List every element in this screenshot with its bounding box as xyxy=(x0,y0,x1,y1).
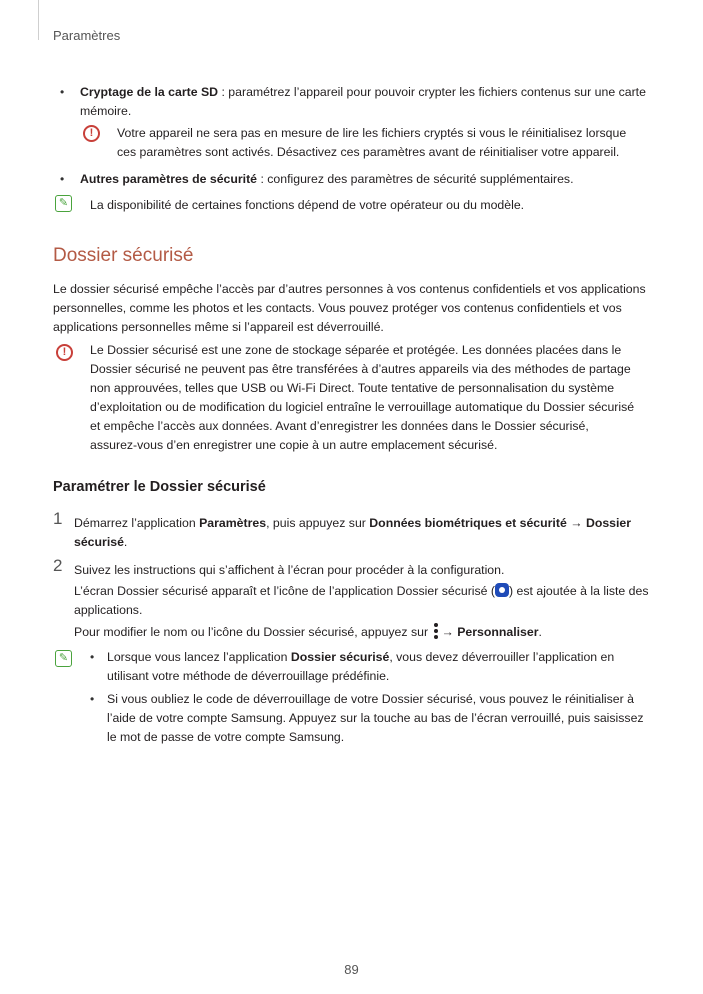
warning-sd-text: Votre appareil ne sera pas en mesure de lire les fichiers cryptés si vous le réinitialisez lorsque ces paramètres sont activés. Désactivez ces paramètres avant de réinitialiser votre appareil. xyxy=(117,126,627,159)
note-icon: ✎ xyxy=(55,195,72,212)
note-bullet-1 xyxy=(107,648,647,686)
bullet-dot: • xyxy=(60,85,65,99)
section-intro: Le dossier sécurisé empêche l’accès par d’autres personnes à vos contenus confidentiels et vos applications personnelles, comme les photos et les contacts. Vous pouvez protéger vos contenus confidentiels et vos applications personnelles même si l’appareil est déverrouillé. xyxy=(53,282,646,334)
bullet-sd-card-text: : paramétrez l’appareil pour pouvoir crypter les fichiers contenus sur une carte mémoire. xyxy=(80,85,646,118)
header-divider xyxy=(38,0,39,40)
step-number: 2 xyxy=(53,556,63,575)
secure-folder-menu-name: Dossier sécurisé xyxy=(74,516,632,549)
step-1-text xyxy=(74,514,652,552)
section-warning-text: Le Dossier sécurisé est une zone de stockage séparée et protégée. Les données placées dans le Dossier sécurisé ne peuvent pas être transférées à d’autres appareils via des méthodes de partage non approuvées, telles que USB ou Wi-Fi Direct. Toute tentative de personnalisation du système d’exploitation ou de modification du logiciel entraîne le verrouillage automatique du Dossier sécurisé et empêche l’accès aux données. Avant d’enregistrer les données dans le Dossier sécurisé, assurez-vous d’en enregistrer une copie à un autre emplacement sécurisé. xyxy=(90,343,635,452)
arrow-separator: → xyxy=(566,516,586,530)
step-1-part: . xyxy=(123,535,128,549)
bullet-dot: • xyxy=(90,650,95,664)
step-number: 1 xyxy=(53,509,63,528)
note-bullet-part: , vous devez déverrouiller l’application en utilisant votre méthode de déverrouillage prédéfinie. xyxy=(107,650,615,683)
step-2-part: L’écran Dossier sécurisé apparaît et l’icône de l’application Dossier sécurisé ( xyxy=(74,584,496,598)
warning-icon: ! xyxy=(83,125,100,142)
step-1-part: Démarrez l’application xyxy=(74,516,200,530)
arrow-separator: → xyxy=(441,625,458,639)
section-title: Dossier sécurisé xyxy=(53,245,194,266)
secure-folder-app-icon xyxy=(495,583,509,597)
subsection-title: Paramétrer le Dossier sécurisé xyxy=(53,479,266,495)
more-options-icon xyxy=(434,623,438,641)
note-icon: ✎ xyxy=(55,650,72,667)
step-1-part: , puis appuyez sur xyxy=(266,516,370,530)
header-title: Paramètres xyxy=(53,28,121,43)
bullet-dot: • xyxy=(60,172,65,186)
secure-folder-app-name: Dossier sécurisé xyxy=(290,650,390,664)
step-2-line-2 xyxy=(74,582,652,620)
bullet-sd-card xyxy=(80,83,650,121)
step-2-line-1: Suivez les instructions qui s’affichent à l’écran pour procéder à la configuration. xyxy=(74,563,505,577)
bullet-dot: • xyxy=(90,692,95,706)
customize-option-name: Personnaliser xyxy=(457,625,539,639)
settings-app-name: Paramètres xyxy=(199,516,267,530)
bullet-sd-card-term: Cryptage de la carte SD xyxy=(80,85,219,99)
warning-icon: ! xyxy=(56,344,73,361)
bullet-other-security-term: Autres paramètres de sécurité xyxy=(80,172,258,186)
biometrics-menu-name: Données biométriques et sécurité xyxy=(369,516,567,530)
page-number: 89 xyxy=(344,962,359,977)
note-bullet-part: Lorsque vous lancez l’application xyxy=(107,650,291,664)
step-2-line-3 xyxy=(74,623,652,642)
note-operator-text: La disponibilité de certaines fonctions dépend de votre opérateur ou du modèle. xyxy=(90,198,525,212)
bullet-other-security-text: : configurez des paramètres de sécurité supplémentaires. xyxy=(257,172,574,186)
step-2-part: . xyxy=(538,625,542,639)
bullet-other-security xyxy=(80,170,650,189)
note-bullet-2: Si vous oubliez le code de déverrouillage de votre Dossier sécurisé, vous pouvez le réinitialiser à l’aide de votre compte Samsung. Appuyez sur la touche au bas de l’écran verrouillé, puis saisissez le mot de passe de votre compte Samsung. xyxy=(107,692,644,744)
step-2-part: Pour modifier le nom ou l’icône du Dossier sécurisé, appuyez sur xyxy=(74,625,432,639)
step-2-part: ) est ajoutée à la liste des applications. xyxy=(74,584,649,617)
